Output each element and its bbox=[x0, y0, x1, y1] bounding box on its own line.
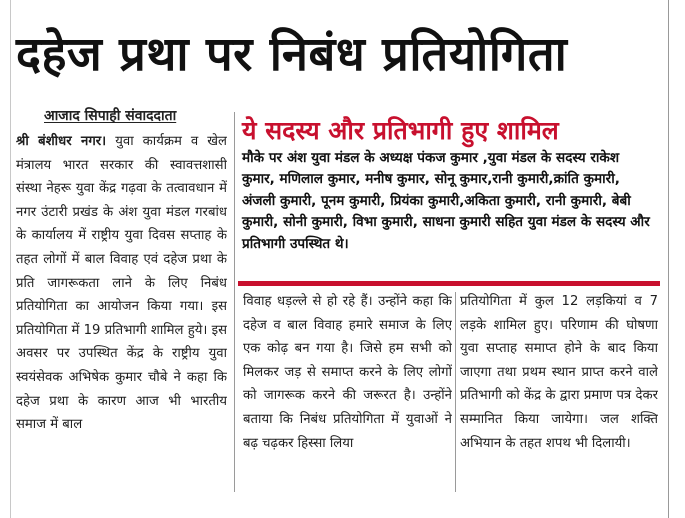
article-column-2 bbox=[243, 290, 452, 500]
highlight-box-text: मौके पर अंश युवा मंडल के अध्यक्ष पंकज कुमार ,युवा मंडल के सदस्य राकेश कुमार, मणिलाल कुमार, मनीष कुमार, सोनू कुमार,रानी कुमारी,क्रांति कुमारी, अंजली कुमारी, पूनम कुमारी, प्रियंका कुमारी,अकिता कुमारी, रानी कुमारी, बेबी कुमारी, सोनी कुमारी, विभा कुमारी, साधना कुमारी सहित युवा मंडल के सदस्य और प्रतिभागी उपस्थित थे। bbox=[242, 150, 650, 252]
highlight-box bbox=[238, 115, 660, 285]
column-1-text bbox=[16, 130, 227, 437]
adjacent-article-right-edge bbox=[668, 0, 685, 518]
highlight-box-title: ये सदस्य और प्रतिभागी हुए शामिल bbox=[242, 116, 559, 145]
column-2-text: विवाह धड़ल्ले से हो रहे हैं। उन्होंने कहा कि दहेज व बाल विवाह हमारे समाज के लिए एक कोढ़ बन गया है। जिसे हम सभी को मिलकर जड़ से समाप्त करने के लिए लोगों को जागरूक करने की जरूरत है। उन्होंने बताया कि निबंध प्रतियोगिता में युवाओं ने बढ़ चढ़कर हिस्सा लिया bbox=[243, 294, 452, 451]
article-column-1 bbox=[16, 130, 227, 500]
article-column-3 bbox=[460, 290, 658, 500]
column-1-body: युवा कार्यक्रम व खेल मंत्रालय भारत सरकार की स्वावत्तशासी संस्था नेहरू युवा केंद्र गढ़वा के तत्वावधान में नगर उंटारी प्रखंड के अंश युवा मंडल गरबांध के कार्यालय में राष्ट्रीय युवा दिवस सप्ताह के तहत लोगों में बाल विवाह एवं दहेज प्रथा के प्रति जागरूकता लाने के लिए निबंध प्रतियोगिता का आयोजन किया गया। इस प्रतियोगिता में 19 प्रतिभागी शामिल हुये। इस अवसर पर उपस्थित केंद्र के राष्ट्रीय युवा स्वयंसेवक अभिषेक कुमार चौबे ने कहा कि दहेज प्रथा के कारण आज भी भारतीय समाज में बाल bbox=[16, 134, 227, 433]
byline: आजाद सिपाही संवाददाता bbox=[44, 108, 177, 124]
highlight-box-rule bbox=[238, 281, 660, 286]
adjacent-article-left-edge bbox=[0, 0, 11, 518]
dateline: श्री बंशीधर नगर। bbox=[16, 134, 107, 149]
column-divider bbox=[234, 112, 235, 492]
column-3-text: प्रतियोगिता में कुल 12 लड़कियां व 7 लड़के शामिल हुए। परिणाम की घोषणा युवा सप्ताह समाप्त होने के बाद किया जाएगा तथा प्रथम स्थान प्राप्त करने वाले प्रतिभागी को केंद्र के द्वारा प्रमाण पत्र देकर सम्मानित किया जायेगा। जल शक्ति अभियान के तहत शपथ भी दिलायी। bbox=[460, 294, 658, 451]
column-divider bbox=[455, 292, 456, 492]
article-headline: दहेज प्रथा पर निबंध प्रतियोगिता bbox=[16, 27, 568, 82]
